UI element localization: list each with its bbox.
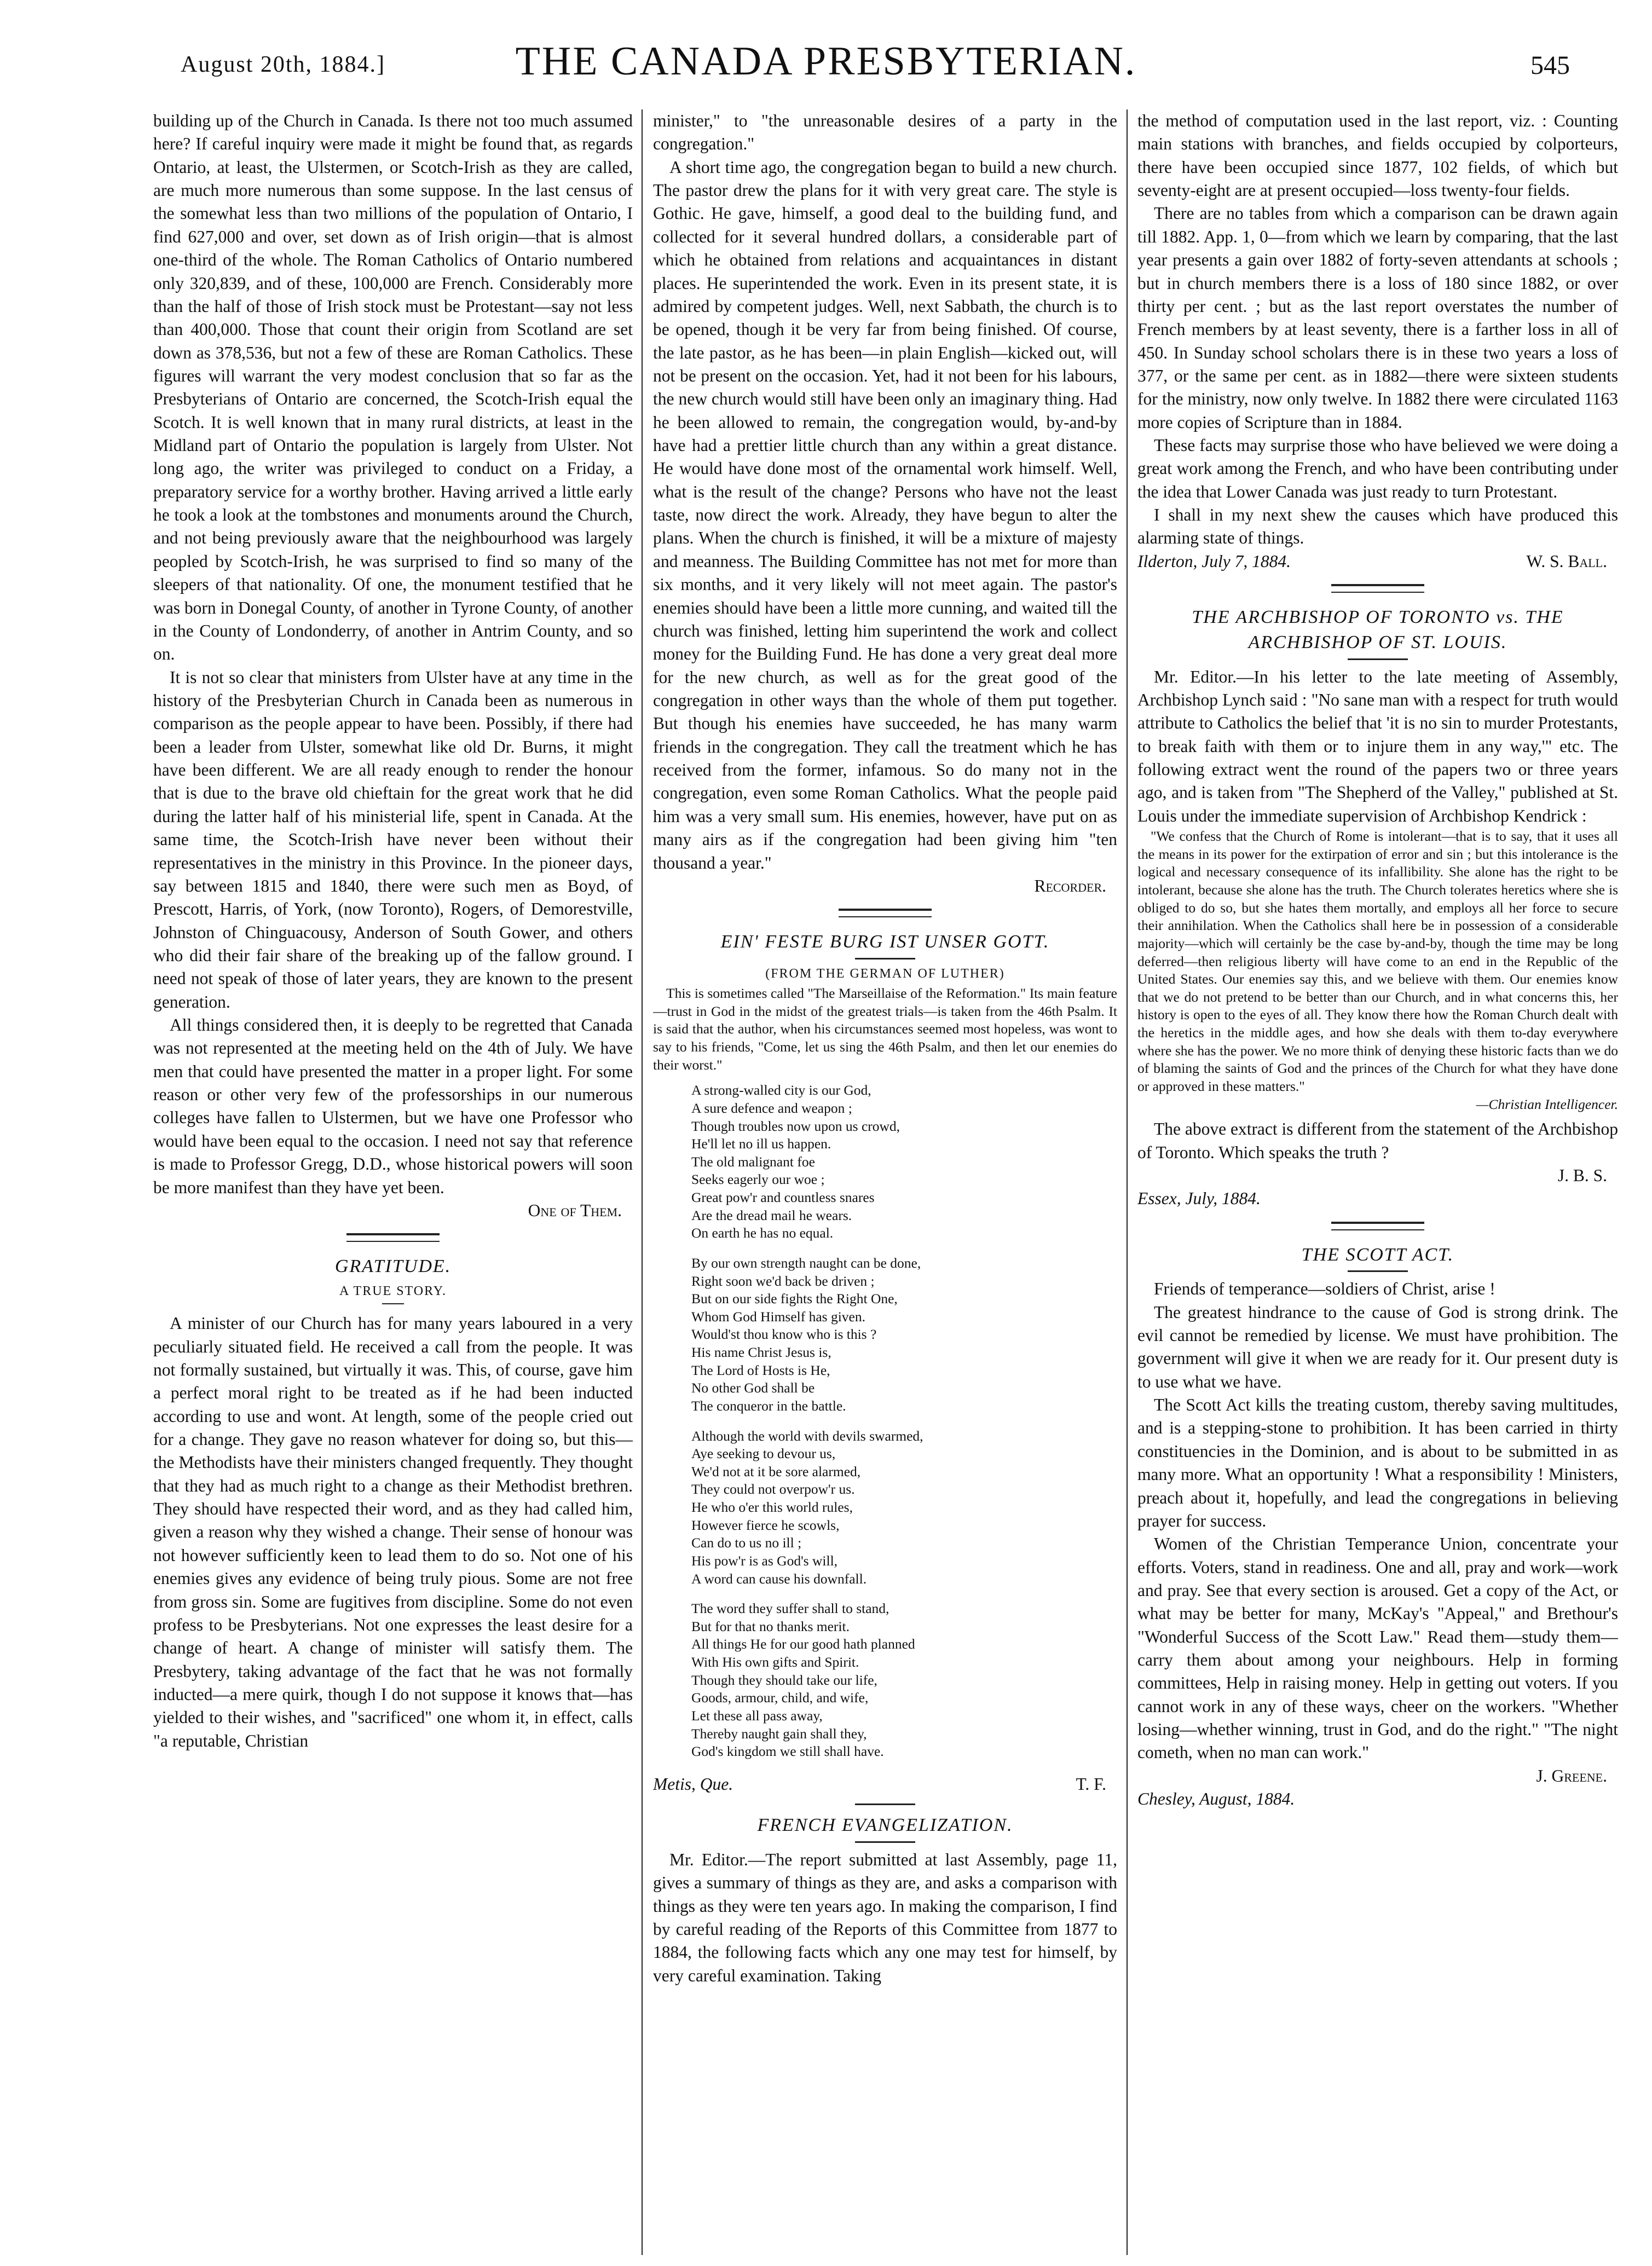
short-divider <box>1348 658 1408 660</box>
hymn-place: Metis, Que. <box>653 1774 733 1794</box>
archbishop-place-line <box>1137 1187 1618 1210</box>
verse-line: On earth he has no equal. <box>691 1225 834 1241</box>
verse-line: They could not overpow'r us. <box>691 1481 855 1498</box>
archbishop-heading: THE ARCHBISHOP OF TORONTO vs. THE <box>1192 607 1564 628</box>
evangelization-signature: W. S. Ball. <box>1526 551 1607 571</box>
verse-line: A sure defence and weapon ; <box>691 1100 852 1116</box>
hymn-verses <box>691 1082 1117 1761</box>
verse-line: Great pow'r and countless snares <box>691 1189 875 1206</box>
short-divider <box>1348 1270 1408 1272</box>
verse-line: Right soon we'd back be driven ; <box>691 1273 875 1289</box>
verse-line: However fierce he scowls, <box>691 1517 840 1533</box>
article-paragraph: It is not so clear that ministers from Ulster have at any time in the history of the Presbyterian Church in Canada been as numerous in comparison as the people appear to have been. Possibly, if there had been a leader from Ulster, somewhat like old Dr. Burns, it might have been different. We are all ready enough to render the honour that is due to the brave old chieftain for the great work that he did during the latter half of his ministerial life, spent in Canada. At the same time, the Scotch-Irish have never been without their representatives in the ministry in this Province. In the pioneer days, say between 1815 and 1840, there were such men as Boyd, of Prescott, Harris, of York, (now Toronto), Rogers, of Demorestville, Johnston of Chinguacousy, Anderson of South Gower, and others who did their fair share of the breaking up of the fallow ground. I need not speak of those of later years, they are known to the present generation. <box>153 667 633 1011</box>
verse-line: His name Christ Jesus is, <box>691 1344 831 1361</box>
gratitude-subheading: A TRUE STORY. <box>339 1284 447 1298</box>
evangelization-paragraph: I shall in my next shew the causes which have produced this alarming state of things. <box>1137 505 1618 548</box>
short-divider <box>855 1841 915 1843</box>
evangelization-paragraph: Mr. Editor.—The report submitted at last Assembly, page 11, gives a summary of things as they are, and asks a comparison with things as they were ten years ago. In making the comparison, I find by careful reading of the Reports of this Committee from 1877 to 1884, the following facts which any one may test for himself, by very careful examination. Taking <box>653 1849 1117 1985</box>
hymn-stanza <box>691 1600 1117 1761</box>
verse-line: God's kingdom we still shall have. <box>691 1743 884 1760</box>
short-divider <box>855 958 915 959</box>
verse-line: Aye seeking to devour us, <box>691 1446 836 1462</box>
evangelization-paragraph: These facts may surprise those who have believed we were doing a great work among the French, and who have been contributing under the idea that Lower Canada was just ready to turn Protestant. <box>1137 436 1618 501</box>
article-paragraph: All things considered then, it is deeply to be regretted that Canada was not represented at the meeting held on the 4th of July. We have men that could have presented the matter in a proper light. For some reason or other very few of the professorships in our numerous colleges have fallen to Ulstermen, but we have one Professor who would have been equal to the occasion. I need not say that reference is made to Professor Gregg, D.D., whose historical powers will soon be more manifest than they have yet been. <box>153 1015 633 1197</box>
scott-act-signature: J. Greene. <box>1536 1766 1607 1785</box>
scott-act-paragraph: Friends of temperance—soldiers of Christ, arise ! <box>1154 1279 1495 1299</box>
issue-date: August 20th, 1884.] <box>181 52 385 77</box>
verse-line: Whom God Himself has given. <box>691 1308 865 1325</box>
verse-line: By our own strength naught can be done, <box>691 1255 921 1271</box>
evangelization-signoff <box>1137 550 1618 573</box>
verse-line: Can do to us no ill ; <box>691 1535 802 1551</box>
gratitude-paragraph: A short time ago, the congregation began to build a new church. The pastor drew the plans for it with very great care. The style is Gothic. He gave, himself, a good deal to the building fund, and collected for it several hundred dollars, a considerable part of which he obtained from relations and acquaintances in distant places. He superintended the work. Even in its present state, it is admired by competent judges. Well, next Sabbath, the church is to be opened, though it be very far from being finished. Of course, the late pastor, as he has been—in plain English—kicked out, will not be present on the occasion. Yet, had it not been for his labours, the new church would still have been only an imaginary thing. Had he been allowed to remain, the congregation would, by-and-by have had a prettier little church than any within a great distance. He would have done most of the ornamental work himself. Well, what is the result of the change? Persons who have not the least taste, now direct the work. Already, they have begun to alter the plans. When the church is finished, it will be a mixture of majesty and meanness. The Building Committee has not met for more than six months, and it very likely will not meet again. The pastor's enemies should have been a little more cunning, and waited till the church was finished, letting him superintend the work and collect money for the Building Fund. He has done a very great deal more for the new church, as well as for the great good of the congregation in other ways than the whole of them put together. But though his enemies have succeeded, he has many warm friends in the congregation. They call the treatment which he has received from the former, infamous. So do many not in the congregation, even some Roman Catholics. What the people paid him was a very small sum. His enemies, however, have put on as many airs as if the congregation had been giving him "ten thousand a year." <box>653 157 1117 872</box>
verse-line: Goods, armour, child, and wife, <box>691 1690 869 1706</box>
section-divider <box>1331 584 1424 593</box>
page-number: 545 <box>1530 51 1570 80</box>
evangelization-place: Ilderton, July 7, 1884. <box>1137 551 1291 571</box>
hymn-intro: This is sometimes called "The Marseillaise of the Reformation." Its main feature—trust in God in the midst of the greatest trials—is taken from the 46th Psalm. It is said that the author, when his circumstances seemed most hopeless, was wont to say to his friends, "Come, let us sing the 46th Psalm, and then let our enemies do their worst." <box>653 985 1117 1073</box>
archbishop-paragraph: Mr. Editor.—In his letter to the late meeting of Assembly, Archbishop Lynch said : "No sane man with a respect for truth would attribute to Catholics the belief that 'it is no sin to murder Protestants, to break faith with them or to injure them in any way,'" etc. The following extract went the round of the papers two or three years ago, and is taken from "The Shepherd of the Valley," published at St. Louis under the immediate supervision of Archbishop Kendrick : <box>1137 667 1618 825</box>
hymn-heading: EIN' FESTE BURG IST UNSER GOTT. <box>720 932 1050 952</box>
verse-line: With His own gifts and Spirit. <box>691 1654 859 1670</box>
scott-act-paragraph: Women of the Christian Temperance Union, concentrate your efforts. Voters, stand in readiness. One and all, pray and work—work and pray. See that every section is aroused. Get a copy of the Act, or what may be better for many, McKay's "Appeal," and Brethour's "Wonderful Success of the Scott Law." Read them—study them—carry them about among your neighbours. Help in forming committees, Help in raising money. Help in getting out voters. If you cannot work in any of these ways, cheer on the workers. "Whether losing—whether winning, trust in God, and do the right." "The night cometh, when no man can work." <box>1137 1534 1618 1762</box>
scott-act-place: Chesley, August, 1884. <box>1137 1789 1295 1809</box>
verse-line: The conqueror in the battle. <box>691 1397 846 1414</box>
gratitude-paragraph: minister," to "the unreasonable desires of a party in the congregation." <box>653 111 1117 154</box>
verse-line: Seeks eagerly our woe ; <box>691 1171 825 1188</box>
archbishop-closing: The above extract is different from the statement of the Archbishop of Toronto. Which speaks the truth ? <box>1137 1119 1618 1162</box>
archbishop-signature: J. B. S. <box>1557 1165 1607 1185</box>
scott-act-place-line <box>1137 1788 1618 1811</box>
quote-source: —Christian Intelligencer. <box>1476 1096 1618 1112</box>
verse-line: He'll let no ill us happen. <box>691 1136 831 1152</box>
evangelization-paragraph: the method of computation used in the last report, viz. : Counting main stations with branches, and fields occupied by colporteurs, there have been occupied since 1877, 102 fields, of which but seventy-eight are at present occupied—loss twenty-four fields. <box>1137 111 1618 200</box>
verse-line: The Lord of Hosts is He, <box>691 1362 830 1378</box>
short-divider <box>855 1803 915 1805</box>
verse-line: Although the world with devils swarmed, <box>691 1427 923 1444</box>
article-paragraph: building up of the Church in Canada. Is there not too much assumed here? If careful inquiry were made it might be found that, as regards Ontario, at least, the Ulstermen, or Scotch-Irish as they are called, are much more numerous than some suppose. In the last census of the somewhat less than two millions of the population of Ontario, I find 627,000 and over, set down as of Irish origin—that is almost one-third of the whole. The Roman Catholics of Ontario numbered only 320,839, and of these, 100,000 are French. Considerably more than the half of those of Irish stock must be Protestant—say not less than 400,000. Those that count their origin from Scotland are set down as 378,536, but not a few of these are Roman Catholics. These figures will warrant the very modest conclusion that so far as the Presbyterians of Ontario are concerned, the Scotch-Irish equal the Scotch. It is well known that in many rural districts, at least in the Midland part of Ontario the population is largely from Ulster. Not long ago, the writer was privileged to conduct on a Friday, a preparatory service for a worthy brother. Having arrived a little early he took a look at the tombstones and monuments around the Church, and not being previously aware that the neighbourhood was largely peopled by Scotch-Irish, he was surprised to find so many of the sleepers of that nationality. Of one, the monument testified that he was born in Donegal County, of another in Tyrone County, of another in the County of Londonderry, of another in Antrim County, and so on. <box>153 111 633 664</box>
verse-line: The word they suffer shall to stand, <box>691 1600 889 1617</box>
verse-line: But on our side fights the Right One, <box>691 1291 898 1307</box>
evangelization-heading: FRENCH EVANGELIZATION. <box>757 1815 1013 1836</box>
column-2 <box>653 109 1117 2255</box>
verse-line: We'd not at it be sore alarmed, <box>691 1463 861 1479</box>
column-rule-1 <box>642 109 643 2255</box>
hymn-signature: T. F. <box>1076 1774 1106 1794</box>
short-divider <box>382 1303 404 1304</box>
verse-line: But for that no thanks merit. <box>691 1618 850 1634</box>
verse-line: Are the dread mail he wears. <box>691 1207 852 1223</box>
section-divider <box>346 1233 440 1242</box>
section-divider <box>839 909 932 917</box>
verse-line: All things He for our good hath planned <box>691 1636 915 1652</box>
verse-line: Though troubles now upon us crowd, <box>691 1118 900 1134</box>
verse-line: Let these all pass away, <box>691 1707 823 1724</box>
verse-line: Would'st thou know who is this ? <box>691 1326 877 1343</box>
hymn-stanza <box>691 1082 1117 1242</box>
verse-line: A strong-walled city is our God, <box>691 1082 871 1099</box>
verse-line: Though they should take our life, <box>691 1672 877 1688</box>
verse-line: His pow'r is as God's will, <box>691 1552 838 1569</box>
scott-act-heading: THE SCOTT ACT. <box>1301 1244 1454 1265</box>
scott-act-paragraph: The Scott Act kills the treating custom, thereby saving multitudes, and is a stepping-stone to prohibition. It has been carried in thirty constituencies in the Dominion, and is about to be submitted in as many more. What an opportunity ! What a responsibility ! Ministers, preach about it, hopefully, and lead the congregations in believing prayer for success. <box>1137 1395 1618 1530</box>
gratitude-signature: Recorder. <box>1034 876 1106 895</box>
hymn-stanza <box>691 1427 1117 1588</box>
verse-line: The old malignant foe <box>691 1153 815 1170</box>
verse-line: Thereby naught gain shall they, <box>691 1725 867 1742</box>
column-rule-2 <box>1127 109 1128 2255</box>
scott-act-paragraph: The greatest hindrance to the cause of God is strong drink. The evil cannot be remedied by license. We must have prohibition. The government will give it when we are ready for it. Our present duty is to use what we have. <box>1137 1302 1618 1391</box>
archbishop-quote <box>1137 828 1618 1113</box>
section-divider <box>1331 1222 1424 1230</box>
hymn-stanza <box>691 1255 1117 1415</box>
gratitude-paragraph: A minister of our Church has for many years laboured in a very peculiarly situated field. He received a call from the people. It was not formally sustained, but virtually it was. This, of course, gave him a perfect moral right to be treated as if he had been inducted according to use and wont. At length, some of the people cried out for a change. They gave no reason whatever for doing so, but this—the Methodists have their ministers changed frequently. They thought that they had as much right to a change as their Methodist brethren. They should have respected their word, and as they had called him, given a reason why they wished a change. Their sense of honour was not however sufficiently keen to lead them to do so. Not one of his enemies gives any evidence of being truly pious. Some are not free from gross sin. Some are fugitives from discipline. Some do not even profess to be Presbyterians. Not one expresses the least desire for a change of heart. A change of minister will satisfy them. The Presbytery, taking advantage of the fact that he was not formally inducted—a mere quirk, though I do not suppose it knows that—has yielded to their wishes, and "sacrificed" one whom it, in effect, calls "a reputable, Christian <box>153 1314 633 1750</box>
page-header <box>0 38 1652 88</box>
hymn-subheading: (FROM THE GERMAN OF LUTHER) <box>765 966 1005 981</box>
gratitude-heading: GRATITUDE. <box>334 1256 452 1277</box>
article-signature: One of Them. <box>528 1200 622 1220</box>
evangelization-paragraph: There are no tables from which a comparison can be drawn again till 1882. App. 1, 0—from which we learn by comparing, that the last year presents a gain over 1882 of forty-seven attendants at schools ; but in church members there is a loss of 180 since 1882, or over thirty per cent. ; but as the last report overstates the number of French members by at least seventy, there is a farther loss in all of 450. In Sunday school scholars there is in these two years a loss of 377, or the same per cent. as in 1882—there were sixteen students for the ministry, now only twelve. In 1882 there were circulated 1163 more copies of Scripture than in 1884. <box>1137 204 1618 432</box>
column-1 <box>153 109 633 2255</box>
column-3 <box>1137 109 1618 2255</box>
masthead-title: THE CANADA PRESBYTERIAN. <box>515 39 1137 84</box>
verse-line: No other God shall be <box>691 1380 815 1396</box>
archbishop-heading-2: ARCHBISHOP OF ST. LOUIS. <box>1248 632 1507 652</box>
quote-text: "We confess that the Church of Rome is intolerant—that is to say, that it uses all the means in its power for the extirpation of error and sin ; but this intolerance is the logical and necessary consequence of its infallibility. She alone has the right to be intolerant, because she alone has the truth. The Church tolerates heretics where she is obliged to do so, but she hates them mortally, and employs all her force to secure their annihilation. When the Catholics shall here be in possession of a considerable majority—which will certainly be the case by-and-by, though the time may be long deferred—then religious liberty will have come to an end in the Republic of the United States. Our enemies say this, and we believe with them. Our enemies know that we do not pretend to be better than our Church, and in what concerns this, her history is open to the eyes of all. They know there how the Roman Church dealt with the heretics in the middle ages, and how she deals with them to-day everywhere where she has the power. We no more think of denying these historic facts than we do of blaming the saints of God and the princes of the Church for what they have done or approved in these matters." <box>1137 828 1618 1094</box>
verse-line: A word can cause his downfall. <box>691 1570 867 1587</box>
verse-line: He who o'er this world rules, <box>691 1499 853 1516</box>
hymn-signoff <box>653 1773 1117 1796</box>
archbishop-place: Essex, July, 1884. <box>1137 1189 1261 1209</box>
